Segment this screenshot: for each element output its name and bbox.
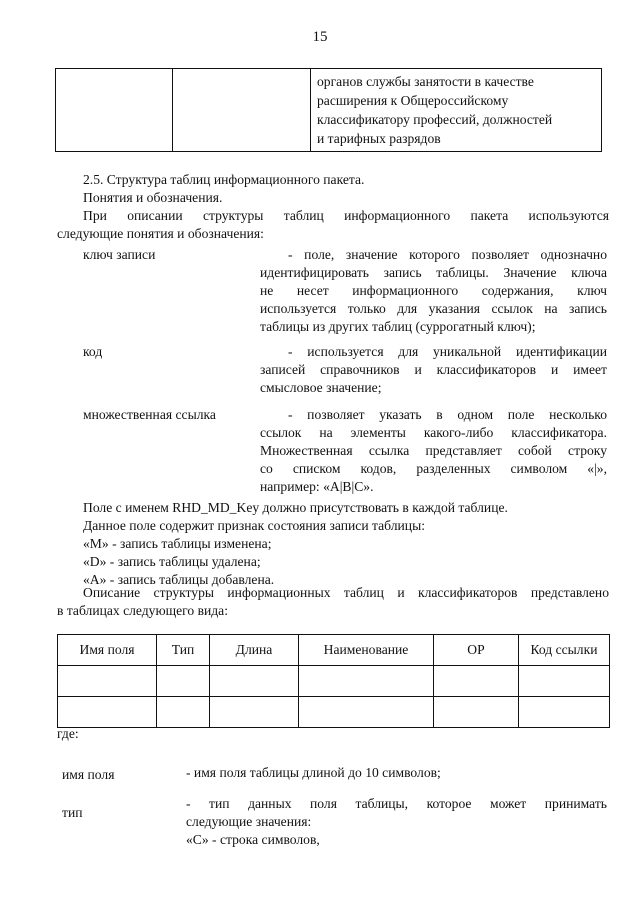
term-def-line: - используется для уникальной идентификации (288, 344, 607, 359)
section-heading: 2.5. Структура таблиц информационного пакета. (83, 172, 365, 187)
page-number: 15 (312, 29, 328, 45)
rhd-line: Данное поле содержит признак состояния записи таблицы: (83, 518, 425, 533)
rhd-state: «А» - запись таблицы добавлена. (83, 572, 275, 587)
continuation-table (55, 68, 602, 152)
structure-table (57, 634, 610, 728)
def-term: тип (62, 805, 83, 820)
rhd-state: «М» - запись таблицы изменена; (83, 536, 272, 551)
term-def-line: - поле, значение которого позволяет однозначно (288, 247, 607, 262)
empty-cell (173, 69, 311, 152)
def-line: - имя поля таблицы длиной до 10 символов; (186, 765, 441, 780)
def-line: «С» - строка символов, (186, 832, 320, 847)
term-def-line: используется только для указания ссылок на запись (260, 301, 607, 316)
term-label: код (83, 344, 103, 359)
where-label: где: (57, 726, 79, 741)
header-cell: Наименование (299, 635, 434, 666)
table-row (58, 666, 610, 697)
table-row (58, 697, 610, 728)
table-header-row (58, 635, 610, 666)
cell-line: органов службы занятости в качестве (317, 74, 534, 89)
term-label: ключ записи (83, 247, 156, 262)
rhd-line: Поле с именем RHD_MD_Key должно присутствовать в каждой таблице. (83, 500, 508, 515)
def-line: - тип данных поля таблицы, которое может принимать (186, 796, 607, 811)
term-label: множественная ссылка (83, 407, 216, 422)
term-def-line: не несет информационного содержания, ключ (260, 283, 607, 298)
header-cell: Тип (157, 635, 210, 666)
term-def-line: со списком кодов, разделенных символом «|», (260, 461, 607, 476)
def-term: имя поля (62, 767, 115, 782)
term-def-line: таблицы из других таблиц (суррогатный ключ); (260, 319, 536, 334)
term-def-line: Множественная ссылка представляет собой строку (260, 443, 607, 458)
header-cell: Код ссылки (519, 635, 610, 666)
empty-cell (56, 69, 173, 152)
text-cell (311, 69, 602, 152)
def-line: следующие значения: (186, 814, 312, 829)
intro-line: При описании структуры таблиц информационного пакета используются (83, 208, 609, 223)
rhd-desc-line: Описание структуры информационных таблиц и классификаторов представлено (83, 585, 609, 600)
term-def-line: идентифицировать запись таблицы. Значение ключа (260, 265, 607, 280)
term-def-line: записей справочников и классификаторов и имеет (260, 362, 607, 377)
intro-line: следующие понятия и обозначения: (57, 226, 264, 241)
term-def-line: ссылок на элементы какого-либо классификатора. (260, 425, 607, 440)
term-def-line: например: «А|В|С». (260, 479, 374, 494)
cell-line: расширения к Общероссийскому (317, 93, 509, 108)
cell-line: и тарифных разрядов (317, 131, 441, 146)
header-cell: Имя поля (58, 635, 157, 666)
header-cell: Длина (210, 635, 299, 666)
term-def-line: смысловое значение; (260, 380, 382, 395)
section-subheading: Понятия и обозначения. (83, 190, 223, 205)
term-def-line: - позволяет указать в одном поле несколько (288, 407, 607, 422)
table-row (56, 69, 602, 152)
rhd-desc-line: в таблицах следующего вида: (57, 603, 228, 618)
header-cell: ОР (434, 635, 519, 666)
rhd-state: «D» - запись таблицы удалена; (83, 554, 261, 569)
cell-line: классификатору профессий, должностей (317, 112, 553, 127)
